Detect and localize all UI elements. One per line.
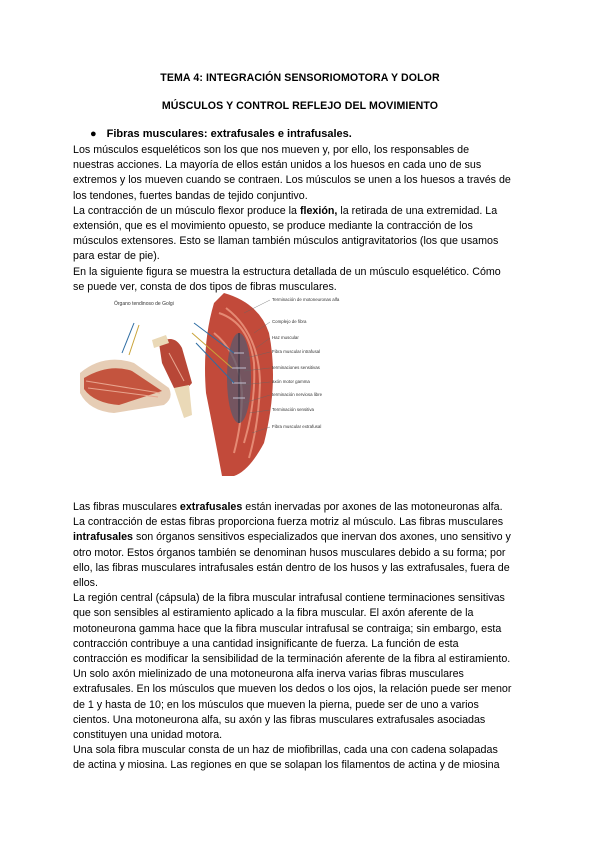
text-line: contracción es modificar la sensibilidad de la terminación aferente de la fibra al estiramiento. [73,653,511,666]
text-line: En la siguiente figura se muestra la estructura detallada de un músculo esquelético. Cómo [73,265,501,278]
figure-label: axón motor gamma [272,379,310,384]
spindle-illustration [192,293,273,476]
bullet-heading-text: Fibras musculares: extrafusales e intrafusales. [106,128,352,140]
figure-label: Fibra muscular intrafusal [272,349,321,354]
bold-term: flexión, [299,204,338,217]
figure-label: Haz muscular [272,335,299,340]
figure-label: Terminación sensitiva [272,407,314,412]
arm-illustration [80,300,174,413]
text-line: Una sola fibra muscular consta de un haz de miofibrillas, cada una con cadena solapadas [73,744,498,757]
figure-label: Fibra muscular extrafusal [272,424,322,429]
text-line: Las fibras musculares extrafusales están inervadas por axones de las motoneuronas alfa. [73,501,503,513]
text-line: extrafusales. En los músculos que mueven los dedos o los ojos, la relación puede ser menor [73,683,512,696]
text-line: para estar de pie). [73,250,160,263]
text-line: se puede ver, consta de dos tipos de fibras musculares. [73,280,337,293]
text-line: Los músculos esqueléticos son los que nos mueven y, por ello, los responsables de [73,144,470,156]
figure-label-golgi: Órgano tendinoso de Golgi [114,301,174,307]
bold-term: intrafusales [73,531,133,544]
bullet-heading [90,128,352,140]
text-line: intrafusales son órganos sensitivos especializados que inervan dos axones, uno sensitivo y [73,531,511,544]
intro-paragraphs [73,143,533,295]
text-line: contracción contribuye a una cantidad insignificante de fuerza. La función de esta [73,637,459,650]
figure-labels [272,297,340,429]
text-line: extremos y los mueven cuando se contraen. Los músculos se unen a los huesos a través de [73,174,511,187]
text-line: de 1 y hasta de 10; en los músculos que mueven la pierna, puede ser de uno a varios [73,698,479,711]
text-line: los tendones, fuertes bandas de tejido conjuntivo. [73,189,308,202]
document-title: TEMA 4: INTEGRACIÓN SENSORIOMOTORA Y DOLOR [160,72,440,84]
bullet-dot-icon: ● [90,128,97,140]
figure-label: Complejo de fibra [272,319,307,324]
text-line: ellos. [73,577,98,590]
bold-term: extrafusales [179,501,243,513]
body-paragraphs [73,500,533,774]
text-line: constituyen una unidad motora. [73,729,223,742]
text-line: extensión, que es el movimiento opuesto, se produce mediante la contracción de los [73,220,473,233]
text-line: La contracción de un músculo flexor produce la flexión, la retirada de una extremidad. La [73,204,498,217]
figure-label: Terminación de motoneuronas alfa [272,297,340,302]
text-line: La contracción de estas fibras proporciona fuerza motriz al músculo. Las fibras musculares [73,516,504,529]
text-line: motoneurona gamma hace que la fibra muscular intrafusal se contraiga; sin embargo, esta [73,622,502,635]
text-line: que son sensibles al estiramiento aplicado a la fibra muscular. El axón aferente de la [73,607,474,620]
figure-label: terminación nerviosa libre [272,392,323,397]
text-line: otro motor. Estos órganos también se denominan husos musculares debido a su forma; por [73,546,506,559]
text-line: ello, las fibras musculares intrafusales están dentro de los husos y las extrafusales, fuera de [73,561,510,574]
text-line: La región central (cápsula) de la fibra muscular intrafusal contiene terminaciones sensitivas [73,592,505,605]
section-title: MÚSCULOS Y CONTROL REFLEJO DEL MOVIMIENTO [161,100,439,112]
text-line: músculos extensores. Esto se llaman también músculos antigravitatorios (los que usamos [73,235,499,248]
text-line: nuestras acciones. La mayoría de ellos están unidos a los huesos en cada uno de sus [73,159,482,172]
text-line: cientos. Una motoneurona alfa, su axón y las fibras musculares extrafusales asociadas [73,713,486,726]
muscle-structure-figure [74,293,374,476]
text-line: de actina y miosina. Las regiones en que se solapan los filamentos de actina y de miosina [73,759,500,772]
text-line: Un solo axón mielinizado de una motoneurona alfa inerva varias fibras musculares [73,668,464,681]
figure-label: terminaciones sensitivas [272,365,320,370]
